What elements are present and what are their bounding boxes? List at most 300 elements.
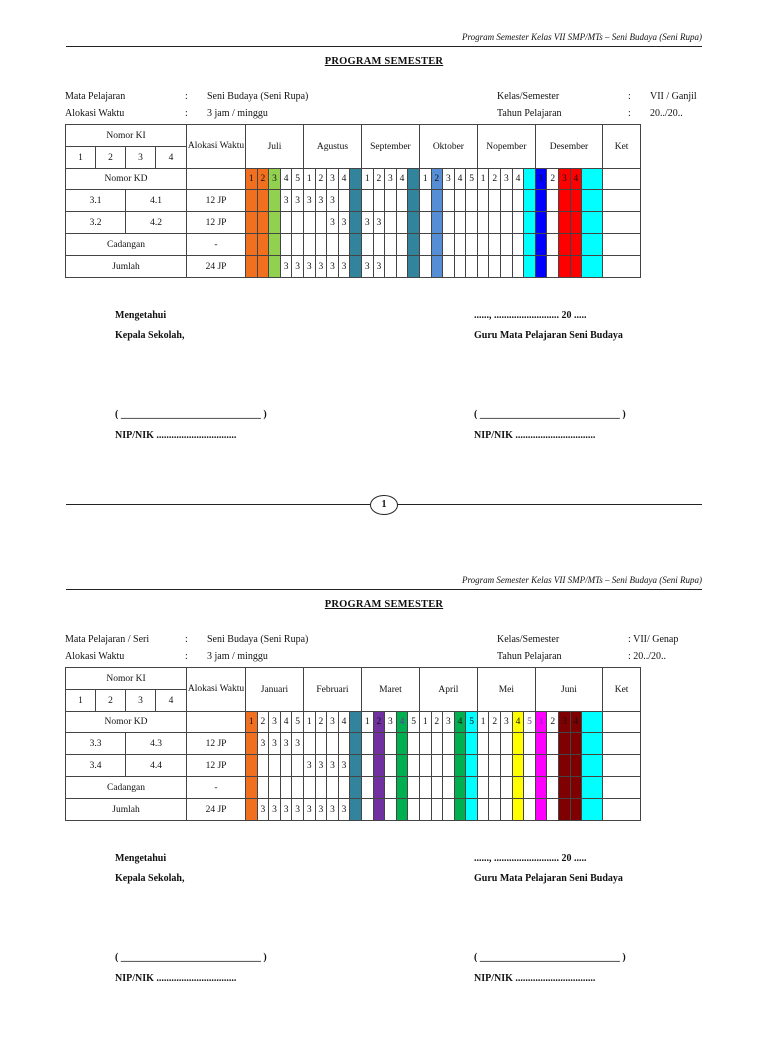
- week-cell: [535, 777, 547, 799]
- week-cell: [338, 234, 350, 256]
- header-rule: [66, 46, 702, 47]
- week-cell: [292, 777, 304, 799]
- week-cell: [512, 755, 524, 777]
- page-title: PROGRAM SEMESTER: [324, 599, 444, 610]
- ket-cell: [603, 799, 641, 821]
- kelas-value: VII / Ganjil: [650, 91, 697, 102]
- week-cell: [501, 733, 513, 755]
- week-cell: 3: [338, 755, 350, 777]
- month-header: Februari: [303, 668, 361, 712]
- week-cell: [454, 190, 466, 212]
- week-cell: [443, 212, 455, 234]
- week-cell: [327, 234, 339, 256]
- week-cell: [385, 212, 397, 234]
- alokasi-value: 3 jam / minggu: [207, 651, 268, 662]
- nomor-ki-header: Nomor KI: [66, 125, 187, 147]
- kd3-cell: 3.2: [66, 212, 126, 234]
- month-header: Oktober: [419, 125, 477, 169]
- week-cell: [524, 755, 536, 777]
- ket-cell: [603, 256, 641, 278]
- week-cell: [246, 777, 258, 799]
- week-cell: [257, 212, 269, 234]
- week-cell: [443, 799, 455, 821]
- ki-column-1: 1: [66, 690, 96, 712]
- ki-column-1: 1: [66, 147, 96, 169]
- week-cell: 3: [373, 256, 385, 278]
- week-cell: [489, 799, 501, 821]
- week-cell: [535, 190, 547, 212]
- week-cell: [454, 256, 466, 278]
- alokasi-cell: -: [187, 234, 246, 256]
- week-cell: [361, 799, 373, 821]
- kd4-cell: 4.4: [126, 755, 187, 777]
- alokasi-cell: 12 JP: [187, 190, 246, 212]
- week-number: 3: [385, 169, 397, 190]
- ki-column-3: 3: [126, 147, 156, 169]
- week-cell: [489, 755, 501, 777]
- week-cell: [257, 777, 269, 799]
- week-cell: [419, 212, 431, 234]
- kelas-label: Kelas/Semester: [497, 91, 560, 102]
- week-cell: [570, 777, 582, 799]
- week-cell: [443, 234, 455, 256]
- kepala-sekolah-label: Kepala Sekolah,: [115, 873, 185, 884]
- mapel-label: Mata Pelajaran: [65, 91, 126, 102]
- week-cell: [582, 755, 603, 777]
- kepala-sekolah-nip: NIP/NIK ................................: [115, 973, 237, 984]
- ki-column-2: 2: [96, 147, 126, 169]
- week-cell: [361, 234, 373, 256]
- ket-cell: [603, 733, 641, 755]
- week-cell: [350, 256, 362, 278]
- ket-cell: [603, 190, 641, 212]
- week-cell: 3: [361, 212, 373, 234]
- week-number: 4: [570, 712, 582, 733]
- week-cell: [246, 799, 258, 821]
- kd3-cell: 3.1: [66, 190, 126, 212]
- week-number: 2: [257, 169, 269, 190]
- week-cell: [501, 755, 513, 777]
- week-cell: [489, 733, 501, 755]
- week-cell: [315, 777, 327, 799]
- week-number: 3: [269, 169, 281, 190]
- mengetahui-label: Mengetahui: [115, 853, 167, 864]
- week-cell: [419, 799, 431, 821]
- week-cell: [246, 256, 258, 278]
- week-cell: [524, 234, 536, 256]
- week-cell: [454, 212, 466, 234]
- week-cell: [477, 256, 489, 278]
- week-cell: [246, 212, 258, 234]
- week-cell: [512, 234, 524, 256]
- week-cell: 3: [327, 799, 339, 821]
- week-cell: [454, 777, 466, 799]
- alokasi-cell: 24 JP: [187, 256, 246, 278]
- alokasi-cell: 12 JP: [187, 212, 246, 234]
- week-cell: [512, 777, 524, 799]
- week-cell: [535, 799, 547, 821]
- week-cell: [559, 799, 571, 821]
- colon: :: [628, 91, 631, 102]
- month-header: April: [419, 668, 477, 712]
- week-cell: 3: [257, 799, 269, 821]
- page-2: [0, 545, 768, 1045]
- week-cell: 3: [315, 190, 327, 212]
- ket-cell: [603, 777, 641, 799]
- week-cell: 3: [361, 256, 373, 278]
- week-cell: [361, 190, 373, 212]
- week-number: 5: [292, 169, 304, 190]
- week-cell: [350, 733, 362, 755]
- week-number: 4: [512, 169, 524, 190]
- week-cell: [443, 755, 455, 777]
- week-cell: [280, 755, 292, 777]
- week-cell: [315, 212, 327, 234]
- week-cell: [559, 755, 571, 777]
- week-cell: [315, 733, 327, 755]
- alokasi-cell: 12 JP: [187, 755, 246, 777]
- week-cell: [570, 234, 582, 256]
- week-cell: [547, 733, 559, 755]
- week-cell: [466, 799, 478, 821]
- week-cell: 3: [280, 799, 292, 821]
- week-cell: [582, 212, 603, 234]
- week-number: 4: [396, 712, 408, 733]
- week-number: 4: [454, 169, 466, 190]
- kd4-cell: 4.3: [126, 733, 187, 755]
- week-cell: [489, 777, 501, 799]
- week-cell: [524, 256, 536, 278]
- week-cell: [269, 755, 281, 777]
- nomor-ki-header: Nomor KI: [66, 668, 187, 690]
- week-cell: [582, 256, 603, 278]
- week-cell: [501, 777, 513, 799]
- week-cell: [454, 733, 466, 755]
- week-cell: [246, 733, 258, 755]
- week-cell: [257, 256, 269, 278]
- week-cell: [385, 777, 397, 799]
- week-cell: [408, 234, 420, 256]
- guru-name-line: ( ____________________________ ): [474, 409, 626, 420]
- week-cell: [524, 190, 536, 212]
- week-cell: 3: [257, 733, 269, 755]
- week-number: 1: [303, 169, 315, 190]
- week-cell: [292, 234, 304, 256]
- week-cell: [373, 190, 385, 212]
- week-cell: 3: [292, 256, 304, 278]
- week-number: [524, 169, 536, 190]
- week-cell: [524, 733, 536, 755]
- week-cell: [292, 212, 304, 234]
- week-cell: [361, 755, 373, 777]
- week-cell: [501, 256, 513, 278]
- week-cell: 3: [303, 755, 315, 777]
- ket-cell: [603, 212, 641, 234]
- mapel-value: Seni Budaya (Seni Rupa): [207, 634, 309, 645]
- month-header: September: [361, 125, 419, 169]
- week-cell: [570, 190, 582, 212]
- week-cell: [466, 190, 478, 212]
- week-cell: [385, 234, 397, 256]
- week-cell: [350, 234, 362, 256]
- week-number: 3: [327, 169, 339, 190]
- week-cell: [350, 190, 362, 212]
- guru-label: Guru Mata Pelajaran Seni Budaya: [474, 873, 623, 884]
- week-cell: [466, 212, 478, 234]
- week-cell: [443, 256, 455, 278]
- week-cell: [385, 190, 397, 212]
- ket-header: Ket: [603, 668, 641, 712]
- week-cell: [246, 755, 258, 777]
- week-cell: [501, 190, 513, 212]
- week-number: 2: [431, 169, 443, 190]
- month-header: Agustus: [303, 125, 361, 169]
- week-number: 1: [361, 712, 373, 733]
- kd3-cell: 3.4: [66, 755, 126, 777]
- week-number: 1: [477, 169, 489, 190]
- week-cell: [431, 234, 443, 256]
- week-cell: 3: [303, 799, 315, 821]
- week-cell: [477, 234, 489, 256]
- ket-cell: [603, 755, 641, 777]
- week-cell: [419, 777, 431, 799]
- week-cell: 3: [280, 733, 292, 755]
- week-cell: [466, 755, 478, 777]
- date-place-line: ......, .......................... 20 .....: [474, 853, 587, 864]
- week-cell: [257, 190, 269, 212]
- week-cell: [489, 190, 501, 212]
- kelas-value: : VII/ Genap: [628, 634, 679, 645]
- week-cell: 3: [338, 212, 350, 234]
- week-cell: [454, 234, 466, 256]
- week-cell: [269, 212, 281, 234]
- week-cell: [501, 234, 513, 256]
- week-cell: [431, 799, 443, 821]
- week-number: 3: [559, 712, 571, 733]
- week-cell: [535, 256, 547, 278]
- week-cell: [535, 234, 547, 256]
- week-cell: [396, 777, 408, 799]
- week-cell: 3: [315, 799, 327, 821]
- week-cell: [269, 256, 281, 278]
- week-cell: [489, 234, 501, 256]
- running-header: Program Semester Kelas VII SMP/MTs – Seni Budaya (Seni Rupa): [461, 575, 702, 585]
- week-cell: [466, 733, 478, 755]
- mapel-label: Mata Pelajaran / Seri: [65, 634, 150, 645]
- week-cell: [419, 234, 431, 256]
- week-cell: [466, 777, 478, 799]
- week-cell: [512, 733, 524, 755]
- week-cell: [292, 755, 304, 777]
- week-cell: [408, 212, 420, 234]
- week-cell: 3: [327, 212, 339, 234]
- week-cell: [559, 190, 571, 212]
- kd4-cell: 4.1: [126, 190, 187, 212]
- week-cell: [512, 799, 524, 821]
- week-cell: [327, 777, 339, 799]
- kd4-cell: 4.2: [126, 212, 187, 234]
- week-cell: [547, 190, 559, 212]
- week-number: 3: [501, 169, 513, 190]
- week-cell: [373, 777, 385, 799]
- week-cell: [466, 234, 478, 256]
- header-rule: [66, 589, 702, 590]
- week-cell: [559, 234, 571, 256]
- week-cell: [582, 799, 603, 821]
- colon: :: [185, 634, 188, 645]
- week-number: 4: [396, 169, 408, 190]
- week-cell: [338, 190, 350, 212]
- week-number: 1: [246, 712, 258, 733]
- week-cell: [408, 799, 420, 821]
- week-cell: 3: [315, 256, 327, 278]
- week-cell: [489, 212, 501, 234]
- week-number: 3: [443, 169, 455, 190]
- week-cell: [547, 777, 559, 799]
- alokasi-label: Alokasi Waktu: [65, 651, 125, 662]
- week-cell: [582, 733, 603, 755]
- row-label: Jumlah: [66, 256, 187, 278]
- week-number: 5: [292, 712, 304, 733]
- week-cell: [350, 755, 362, 777]
- week-cell: 3: [292, 799, 304, 821]
- week-number: 4: [338, 169, 350, 190]
- week-cell: [454, 799, 466, 821]
- ki-column-3: 3: [126, 690, 156, 712]
- week-cell: [512, 190, 524, 212]
- nomor-kd-header: Nomor KD: [66, 712, 187, 733]
- week-number: 5: [408, 712, 420, 733]
- week-number: 2: [315, 712, 327, 733]
- week-cell: [559, 733, 571, 755]
- kepala-sekolah-nip: NIP/NIK ................................: [115, 430, 237, 441]
- month-header: Maret: [361, 668, 419, 712]
- week-cell: [582, 777, 603, 799]
- week-cell: [535, 212, 547, 234]
- week-cell: [396, 799, 408, 821]
- month-header: Mei: [477, 668, 535, 712]
- week-cell: [431, 777, 443, 799]
- week-cell: [477, 190, 489, 212]
- page-number: 1: [370, 495, 398, 515]
- alokasi-waktu-header: Alokasi Waktu: [187, 668, 246, 712]
- guru-nip: NIP/NIK ................................: [474, 973, 596, 984]
- alokasi-label: Alokasi Waktu: [65, 108, 125, 119]
- week-cell: [559, 256, 571, 278]
- week-cell: [408, 733, 420, 755]
- week-number: [350, 712, 362, 733]
- week-cell: [524, 212, 536, 234]
- week-cell: [582, 234, 603, 256]
- colon: :: [185, 651, 188, 662]
- week-cell: [385, 733, 397, 755]
- week-cell: [373, 234, 385, 256]
- alokasi-value: 3 jam / minggu: [207, 108, 268, 119]
- week-cell: 3: [373, 212, 385, 234]
- guru-nip: NIP/NIK ................................: [474, 430, 596, 441]
- week-cell: [338, 733, 350, 755]
- week-number: 1: [419, 169, 431, 190]
- week-cell: 3: [327, 190, 339, 212]
- week-number: 4: [338, 712, 350, 733]
- week-cell: [443, 733, 455, 755]
- week-cell: [431, 212, 443, 234]
- footer-rule-left: [66, 504, 370, 505]
- week-cell: [431, 755, 443, 777]
- kelas-label: Kelas/Semester: [497, 634, 560, 645]
- week-number: 1: [246, 169, 258, 190]
- tahun-value: 20../20..: [650, 108, 683, 119]
- tahun-label: Tahun Pelajaran: [497, 108, 562, 119]
- date-place-line: ......, .......................... 20 .....: [474, 310, 587, 321]
- week-cell: [396, 256, 408, 278]
- week-number: 2: [489, 169, 501, 190]
- week-cell: [501, 212, 513, 234]
- ket-header: Ket: [603, 125, 641, 169]
- week-cell: [373, 755, 385, 777]
- week-cell: [466, 256, 478, 278]
- week-number: 4: [570, 169, 582, 190]
- week-number: 5: [524, 712, 536, 733]
- week-cell: [303, 212, 315, 234]
- week-number: 3: [327, 712, 339, 733]
- mapel-value: Seni Budaya (Seni Rupa): [207, 91, 309, 102]
- week-cell: [547, 799, 559, 821]
- ket-cell: [603, 712, 641, 733]
- week-cell: [547, 234, 559, 256]
- week-number: 1: [535, 169, 547, 190]
- week-cell: [419, 256, 431, 278]
- week-cell: [570, 755, 582, 777]
- week-cell: [280, 777, 292, 799]
- week-number: 5: [466, 169, 478, 190]
- week-cell: [327, 733, 339, 755]
- guru-name-line: ( ____________________________ ): [474, 952, 626, 963]
- week-cell: [477, 733, 489, 755]
- week-number: 2: [373, 712, 385, 733]
- week-cell: [257, 234, 269, 256]
- week-number: [408, 169, 420, 190]
- week-number: 5: [466, 712, 478, 733]
- week-number: 1: [477, 712, 489, 733]
- week-number: 3: [559, 169, 571, 190]
- week-cell: [547, 755, 559, 777]
- week-cell: 3: [303, 190, 315, 212]
- week-cell: [385, 799, 397, 821]
- alokasi-cell: 24 JP: [187, 799, 246, 821]
- page-title: PROGRAM SEMESTER: [324, 56, 444, 67]
- month-header: Januari: [246, 668, 304, 712]
- guru-label: Guru Mata Pelajaran Seni Budaya: [474, 330, 623, 341]
- week-cell: 3: [292, 733, 304, 755]
- week-cell: [396, 212, 408, 234]
- month-header: Juni: [535, 668, 602, 712]
- week-cell: [257, 755, 269, 777]
- footer-rule-right: [396, 504, 702, 505]
- tahun-label: Tahun Pelajaran: [497, 651, 562, 662]
- week-cell: [547, 256, 559, 278]
- row-label: Cadangan: [66, 234, 187, 256]
- week-cell: 3: [338, 256, 350, 278]
- week-cell: [396, 755, 408, 777]
- week-cell: [570, 799, 582, 821]
- kepala-sekolah-name-line: ( ____________________________ ): [115, 409, 267, 420]
- week-cell: [477, 799, 489, 821]
- week-cell: [524, 777, 536, 799]
- week-cell: [385, 755, 397, 777]
- alokasi-spacer: [187, 169, 246, 190]
- week-number: 2: [373, 169, 385, 190]
